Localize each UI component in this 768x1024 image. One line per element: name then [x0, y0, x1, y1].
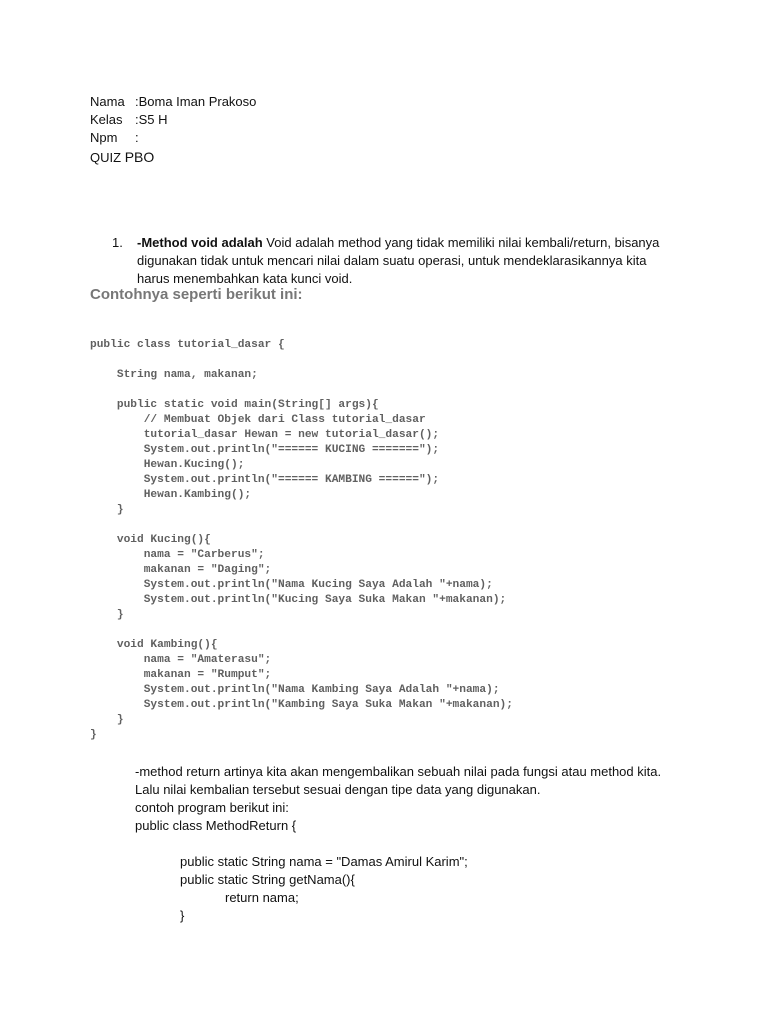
code-line: // Membuat Objek dari Class tutorial_dasar: [90, 414, 426, 426]
code-line: [90, 623, 513, 638]
code-line: }: [90, 714, 124, 726]
kelas-row: [90, 111, 256, 129]
npm-row: [90, 129, 256, 147]
code-line: Hewan.Kambing();: [90, 489, 252, 501]
student-header: [90, 93, 256, 167]
code-line: public class tutorial_dasar {: [90, 339, 285, 351]
code-line: makanan = "Daging";: [90, 564, 272, 576]
return-line-3: contoh program berikut ini:: [135, 800, 289, 815]
code-line: System.out.println("Nama Kambing Saya Adalah "+nama);: [90, 684, 500, 696]
blank-line: [135, 835, 695, 853]
code-line: }: [90, 729, 97, 741]
code-line: String nama, makanan;: [90, 369, 258, 381]
code-line: void Kucing(){: [90, 534, 211, 546]
return-line-7: return nama;: [225, 890, 299, 905]
code-line: }: [90, 504, 124, 516]
quiz-prefix: QUIZ: [90, 150, 122, 165]
return-line-1: -method return artinya kita akan mengembalikan sebuah nilai pada fungsi atau method kita.: [135, 764, 662, 779]
question-1-lead: -Method void adalah: [137, 235, 263, 250]
code-block: [90, 338, 513, 743]
nama-value: :Boma Iman Prakoso: [135, 94, 257, 109]
question-number: 1.: [112, 235, 123, 250]
code-line: [90, 383, 513, 398]
return-line-6: public static String getNama(){: [180, 872, 355, 887]
code-line: nama = "Amaterasu";: [90, 654, 272, 666]
question-1-body: Void adalah method yang tidak memiliki nilai kembali/return, bisanya digunakan tidak untuk mencari nilai dalam suatu operasi, untuk mendeklarasikannya kita harus menembahkan kata kunci void.: [137, 235, 660, 286]
question-1-text: [112, 234, 672, 288]
code-line: System.out.println("Kambing Saya Suka Makan "+makanan);: [90, 699, 513, 711]
code-line: makanan = "Rumput";: [90, 669, 272, 681]
code-line: nama = "Carberus";: [90, 549, 265, 561]
quiz-subject: PBO: [124, 149, 155, 165]
example-heading: Contohnya seperti berikut ini:: [90, 286, 303, 303]
code-line: tutorial_dasar Hewan = new tutorial_dasar();: [90, 429, 440, 441]
code-line: [90, 353, 513, 368]
return-line-2: Lalu nilai kembalian tersebut sesuai dengan tipe data yang digunakan.: [135, 782, 541, 797]
kelas-value: :S5 H: [135, 112, 168, 127]
npm-value: :: [135, 130, 139, 145]
code-line: [90, 518, 513, 533]
nama-label: Nama: [90, 94, 125, 109]
code-line: }: [90, 609, 124, 621]
return-line-4: public class MethodReturn {: [135, 818, 297, 833]
kelas-label: Kelas: [90, 112, 123, 127]
code-line: System.out.println("Nama Kucing Saya Adalah "+nama);: [90, 579, 493, 591]
npm-label: Npm: [90, 130, 118, 145]
code-line: void Kambing(){: [90, 639, 218, 651]
code-line: public static void main(String[] args){: [90, 399, 379, 411]
return-line-5: public static String nama = "Damas Amirul Karim";: [180, 854, 468, 869]
code-line: System.out.println("====== KUCING =======");: [90, 444, 440, 456]
code-line: Hewan.Kucing();: [90, 459, 245, 471]
code-line: System.out.println("Kucing Saya Suka Makan "+makanan);: [90, 594, 507, 606]
return-line-8: }: [180, 908, 185, 923]
code-line: System.out.println("====== KAMBING ======");: [90, 474, 440, 486]
question-1: [112, 234, 672, 288]
nama-row: [90, 93, 256, 111]
quiz-title: [90, 148, 256, 167]
method-return-section: [135, 763, 695, 925]
